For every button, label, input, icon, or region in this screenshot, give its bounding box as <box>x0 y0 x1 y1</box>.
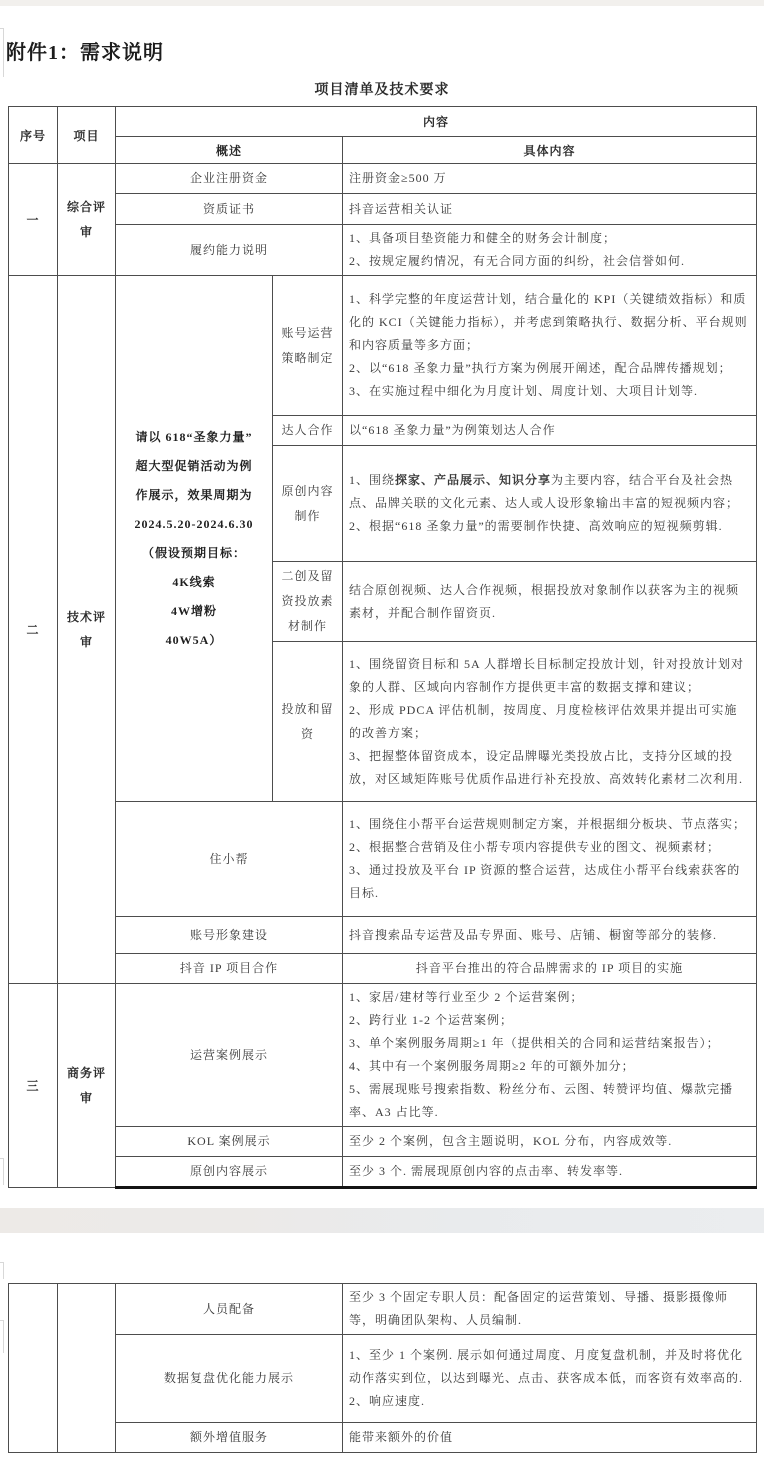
overview-cell: 原创内容制作 <box>273 446 343 562</box>
example-line: 超大型促销活动为例 <box>135 458 253 473</box>
detail-text: 1、围绕留资目标和 5A 人群增长目标制定投放计划，针对投放计划对象的人群、区域向内容制作方提供更丰富的数据支撑和建议； <box>349 656 745 694</box>
detail-text: 1、至少 1 个案例. 展示如何通过周度、月度复盘机制，并及时将优化动作落实到位，以达到曝光、点击、获客成本低，而客资有效率高的. <box>349 1348 744 1385</box>
overview-cell: 投放和留资 <box>273 642 343 802</box>
example-line: 2024.5.20-2024.6.30 <box>134 516 254 531</box>
detail-text: 3、通过投放及平台 IP 资源的整合运营，达成住小帮平台线索获客的目标. <box>349 863 741 900</box>
detail-cell <box>343 1127 757 1157</box>
detail-text: 1、科学完整的年度运营计划，结合量化的 KPI（关键绩效指标）和质化的 KCI（关键能力指标），并考虑到策略执行、数据分析、平台规则和内容质量等多方面； <box>349 292 748 352</box>
overview-cell: 资质证书 <box>116 194 343 225</box>
overview-cell: 人员配备 <box>116 1284 343 1335</box>
project-cell-empty <box>58 1284 116 1453</box>
detail-cell <box>343 642 757 802</box>
header-seq: 序号 <box>9 107 58 164</box>
window-top-strip <box>0 0 764 6</box>
page-edge-artifact <box>0 28 4 77</box>
header-overview: 概述 <box>116 137 343 164</box>
overview-cell: 抖音 IP 项目合作 <box>116 954 343 984</box>
detail-text: 以“618 圣象力量”为例策划达人合作 <box>349 423 556 437</box>
overview-cell: 住小帮 <box>116 802 343 917</box>
detail-text <box>349 469 750 515</box>
detail-text: 2、根据整合营销及住小帮专项内容提供专业的图文、视频素材； <box>349 840 721 854</box>
detail-text: 结合原创视频、达人合作视频，根据投放对象制作以获客为主的视频素材，并配合制作留资页. <box>349 582 740 620</box>
detail-cell <box>343 1423 757 1453</box>
example-line: （假设预期目标： <box>141 545 246 560</box>
seq-cell-empty <box>9 1284 58 1453</box>
detail-text-pre: 1、围绕 <box>349 473 396 487</box>
detail-cell <box>343 562 757 642</box>
detail-text: 注册资金≥500 万 <box>349 171 447 185</box>
detail-text: 抖音运营相关认证 <box>349 201 454 216</box>
table-caption: 项目清单及技术要求 <box>314 83 450 98</box>
detail-text: 抖音搜索品专运营及品专界面、账号、店铺、橱窗等部分的装修. <box>349 927 718 942</box>
overview-cell: 原创内容展示 <box>116 1157 343 1188</box>
doc-heading: 附件1：需求说明 <box>6 42 164 64</box>
detail-cell <box>343 164 757 194</box>
detail-text: 2、根据“618 圣象力量”的需要制作快捷、高效响应的短视频剪辑. <box>349 519 723 533</box>
detail-cell <box>343 194 757 225</box>
header-project: 项目 <box>58 107 116 164</box>
detail-text: 3、把握整体留资成本，设定品牌曝光类投放占比，支持分区域的投放，对区域矩阵账号优质作品进行补充投放、高效转化素材二次利用. <box>349 748 744 786</box>
detail-cell <box>343 1335 757 1423</box>
overview-cell: 账号运营策略制定 <box>273 276 343 416</box>
detail-text: 至少 2 个案例，包含主题说明，KOL 分布，内容成效等. <box>349 1134 673 1148</box>
detail-text: 5、需展现账号搜索指数、粉丝分布、云图、转赞评均值、爆款完播率、A3 占比等. <box>349 1082 734 1119</box>
detail-cell <box>343 984 757 1127</box>
detail-text: 2、跨行业 1-2 个运营案例； <box>349 1013 513 1027</box>
overview-cell: 达人合作 <box>273 416 343 446</box>
detail-text-bold: 探家、产品展示、知识分享 <box>395 473 552 487</box>
section3-project: 商务评审 <box>58 984 116 1188</box>
overview-cell: 账号形象建设 <box>116 917 343 954</box>
example-scope-cell <box>116 276 273 802</box>
detail-text: 1、家居/建材等行业至少 2 个运营案例； <box>349 990 584 1004</box>
overview-cell: 数据复盘优化能力展示 <box>116 1335 343 1423</box>
example-line: 作展示，效果周期为 <box>135 487 253 502</box>
detail-text: 2、以“618 圣象力量”执行方案为例展开阐述，配合品牌传播规划； <box>349 361 732 375</box>
detail-cell <box>343 446 757 562</box>
requirements-table <box>8 106 757 1189</box>
example-line: 4W增粉 <box>170 603 217 618</box>
detail-text: 至少 3 个固定专职人员：配备固定的运营策划、导播、摄影摄像师等，明确团队架构、人员编制. <box>349 1290 729 1327</box>
requirements-table-continued <box>8 1283 757 1453</box>
detail-text: 4、其中有一个案例服务周期≥2 年的可额外加分； <box>349 1059 635 1073</box>
detail-text: 2、形成 PDCA 评估机制，按周度、月度检核评估效果并提出可实施的改善方案； <box>349 702 738 740</box>
example-line: 4K线索 <box>172 574 216 589</box>
overview-cell: 履约能力说明 <box>116 225 343 276</box>
detail-cell <box>343 1157 757 1188</box>
page-break-band <box>0 1208 764 1233</box>
header-detail: 具体内容 <box>343 137 757 164</box>
header-content: 内容 <box>116 107 757 137</box>
section3-seq: 三 <box>9 984 58 1188</box>
detail-text: 3、单个案例服务周期≥1 年（提供相关的合同和运营结案报告）； <box>349 1036 720 1050</box>
detail-cell <box>343 225 757 276</box>
detail-text: 2、响应速度. <box>349 1394 426 1408</box>
overview-cell: 额外增值服务 <box>116 1423 343 1453</box>
overview-cell: 运营案例展示 <box>116 984 343 1127</box>
detail-cell <box>343 1284 757 1335</box>
detail-text: 能带来额外的价值 <box>349 1430 454 1444</box>
detail-text: 抖音平台推出的符合品牌需求的 IP 项目的实施 <box>415 961 684 975</box>
overview-cell: 二创及留资投放素材制作 <box>273 562 343 642</box>
detail-cell <box>343 802 757 917</box>
overview-cell: KOL 案例展示 <box>116 1127 343 1157</box>
page-edge-artifact <box>0 1320 4 1353</box>
detail-text: 1、围绕住小帮平台运营规则制定方案，并根据细分板块、节点落实； <box>349 817 747 831</box>
detail-text: 3、在实施过程中细化为月度计划、周度计划、大项目计划等. <box>349 384 699 398</box>
page-edge-artifact <box>0 1262 4 1279</box>
detail-text: 2、按规定履约情况，有无合同方面的纠纷，社会信誉如何. <box>349 254 686 268</box>
detail-cell <box>343 416 757 446</box>
example-line: 40W5A） <box>165 632 223 647</box>
section2-project: 技术评审 <box>58 276 116 984</box>
example-line: 请以 618“圣象力量” <box>135 429 253 444</box>
overview-cell: 企业注册资金 <box>116 164 343 194</box>
detail-cell <box>343 954 757 984</box>
page-edge-artifact <box>0 1158 4 1185</box>
detail-text-post: 为主要内容，结合平台及社会热点、品牌关联的文化元素、达人或人设形象输出丰富的短视频内容； <box>349 473 740 510</box>
detail-cell <box>343 276 757 416</box>
section2-seq: 二 <box>9 276 58 984</box>
section1-project: 综合评审 <box>58 164 116 276</box>
section1-seq: 一 <box>9 164 58 276</box>
detail-text: 至少 3 个. 需展现原创内容的点击率、转发率等. <box>349 1164 624 1178</box>
detail-cell <box>343 917 757 954</box>
detail-text: 1、具备项目垫资能力和健全的财务会计制度； <box>349 231 617 245</box>
